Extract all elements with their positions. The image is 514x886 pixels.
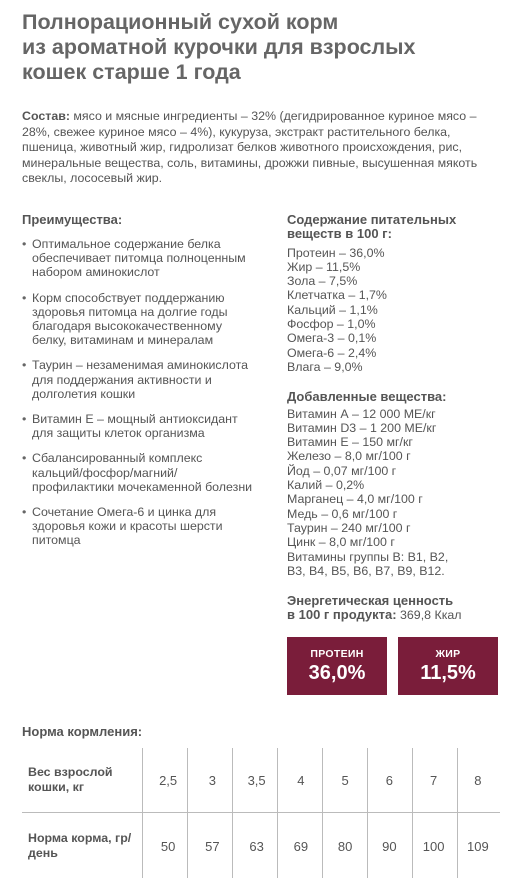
table-cell: 8 bbox=[474, 772, 482, 788]
product-title bbox=[22, 10, 502, 85]
table-cell: 2,5 bbox=[159, 772, 178, 788]
weight-label: Вес взрослой кошки, кг bbox=[28, 765, 113, 794]
additive-item: Витамин D3 – 1 200 МЕ/кг bbox=[287, 420, 437, 435]
badge-value: 11,5% bbox=[420, 661, 476, 684]
nutrient-item: Влага – 9,0% bbox=[287, 359, 363, 374]
nutrient-item: Жир – 11,5% bbox=[287, 259, 361, 274]
feeding-title: Норма кормления: bbox=[22, 724, 143, 739]
table-cell: 80 bbox=[337, 838, 353, 854]
nutrient-item: Протеин – 36,0% bbox=[287, 245, 385, 260]
advantages-section bbox=[22, 212, 254, 559]
portion-label: Норма корма, гр/день bbox=[28, 831, 132, 860]
additive-item: Витамины группы В: B1, B2, bbox=[287, 549, 449, 564]
composition-label: Состав: bbox=[22, 109, 70, 123]
table-cell: 57 bbox=[205, 838, 220, 854]
title-line: из ароматной курочки для взрослых bbox=[22, 35, 416, 59]
table-cell: 6 bbox=[385, 772, 393, 788]
title-line: Полнорационный сухой корм bbox=[22, 10, 339, 34]
badge-value: 36,0% bbox=[308, 661, 366, 684]
table-cell: 50 bbox=[160, 838, 176, 854]
table-cell: 5 bbox=[341, 772, 349, 788]
nutrition-section bbox=[287, 213, 507, 623]
additive-item: Витамин А – 12 000 МЕ/кг bbox=[287, 406, 436, 421]
table-row bbox=[22, 814, 500, 878]
list-item: • Оптимальное содержание белка обеспечивает питомца полноценным набором аминокислот bbox=[22, 237, 254, 280]
energy-value bbox=[287, 594, 507, 623]
nutrient-item: Зола – 7,5% bbox=[287, 274, 358, 289]
table-cell: 63 bbox=[249, 838, 264, 854]
additives-title: Добавленные вещества: bbox=[287, 389, 447, 405]
additive-item: Йод – 0,07 мг/100 г bbox=[287, 463, 397, 478]
title-line: кошек старше 1 года bbox=[22, 60, 241, 84]
table-cell: 109 bbox=[467, 838, 489, 854]
list-item: • Витамин Е – мощный антиоксидант для защиты клеток организма bbox=[22, 412, 254, 440]
list-item: • Таурин – незаменимая аминокислота для поддержания активности и долголетия кошки bbox=[22, 358, 254, 401]
energy-label: в 100 г продукта: bbox=[287, 607, 397, 623]
table-cell: 100 bbox=[422, 838, 445, 854]
energy-kcal: 369,8 Ккал bbox=[396, 608, 462, 623]
nutrient-item: Кальций – 1,1% bbox=[287, 302, 378, 317]
additive-item: Марганец – 4,0 мг/100 г bbox=[287, 492, 423, 507]
additive-item: Цинк – 8,0 мг/100 г bbox=[287, 535, 395, 550]
additive-item: Железо – 8,0 мг/100 г bbox=[287, 449, 411, 464]
nutrients-title: Содержание питательных bbox=[287, 212, 457, 227]
additive-item: Медь – 0,6 мг/100 г bbox=[287, 506, 398, 521]
table-cell: 4 bbox=[297, 772, 305, 788]
additive-item: B3, B4, B5, B6, B7, B9, B12. bbox=[287, 563, 445, 578]
composition-paragraph bbox=[22, 109, 506, 187]
additive-item: Калий – 0,2% bbox=[287, 478, 365, 493]
energy-label: Энергетическая ценность bbox=[287, 593, 454, 609]
table-row bbox=[22, 748, 500, 812]
list-item: • Сбалансированный комплекс кальций/фосфор/магний/ профилактики мочекаменной болезни bbox=[22, 451, 254, 494]
table-divider bbox=[22, 812, 500, 813]
feeding-table bbox=[22, 748, 500, 878]
nutrients-title: веществ в 100 г: bbox=[287, 226, 392, 242]
nutrient-item: Фосфор – 1,0% bbox=[287, 317, 376, 332]
nutrient-item: Омега-6 – 2,4% bbox=[287, 345, 377, 360]
list-item: • Сочетание Омега-6 и цинка для здоровья кожи и красоты шерсти питомца bbox=[22, 505, 254, 548]
table-cell: 7 bbox=[430, 772, 438, 788]
composition-text: мясо и мясные ингредиенты – 32% (дегидрированное куриное мясо – 28%, свежее куриное мясо – 4%), кукуруза, экстракт растительного белка, пшеница, животный жир, гидролизат белков животного происхождения, рис, минеральные вещества, соль, витамины, дрожжи пивные, высушенная мякоть свеклы, лососевый жир. bbox=[22, 109, 478, 185]
advantages-title: Преимущества: bbox=[22, 212, 123, 227]
table-cell: 90 bbox=[382, 838, 397, 854]
badge-label: ЖИР bbox=[435, 647, 461, 660]
list-item: • Корм способствует поддержанию здоровья питомца на долгие годы благодаря высококачественному белку, витаминам и минералам bbox=[22, 291, 254, 348]
macro-badges bbox=[287, 637, 498, 695]
nutrient-item: Омега-3 – 0,1% bbox=[287, 331, 377, 346]
additive-item: Витамин Е – 150 мг/кг bbox=[287, 435, 413, 450]
nutrient-item: Клетчатка – 1,7% bbox=[287, 288, 387, 303]
additive-item: Таурин – 240 мг/100 г bbox=[287, 520, 411, 535]
protein-badge bbox=[287, 637, 387, 695]
table-cell: 3 bbox=[208, 772, 216, 788]
fat-badge bbox=[398, 637, 498, 695]
table-cell: 69 bbox=[293, 838, 309, 854]
table-cell: 3,5 bbox=[247, 772, 266, 788]
badge-label: ПРОТЕИН bbox=[310, 647, 364, 660]
advantages-list bbox=[22, 237, 254, 548]
